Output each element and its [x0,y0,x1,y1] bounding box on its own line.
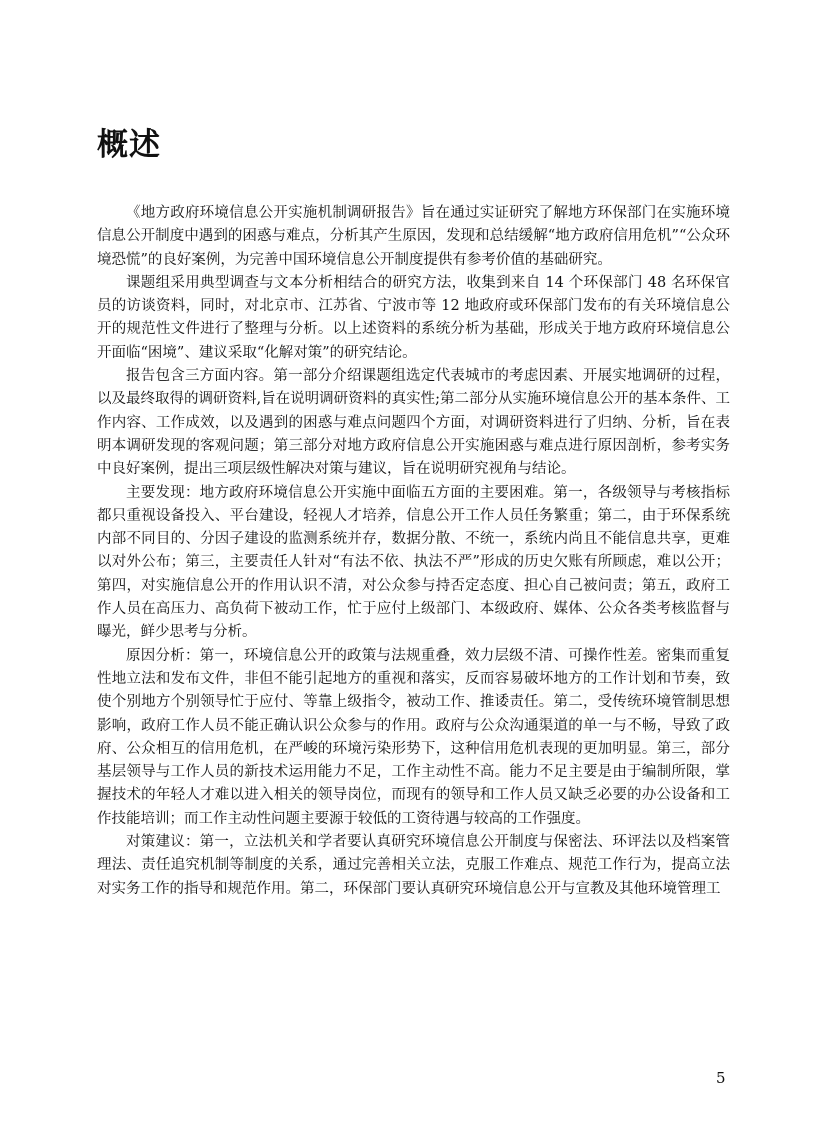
page-number: 5 [716,1069,726,1087]
body-text [97,202,730,901]
paragraph-main-findings: 主要发现：地方政府环境信息公开实施中面临五方面的主要困难。第一，各级领导与考核指标都只重视设备投入、平台建设，轻视人才培养，信息公开工作人员任务繁重；第二，由于环保系统内部不同目的、分因子建设的监测系统并存，数据分散、不统一，系统内尚且不能信息共享，更难以对外公布；第三，主要责任人针对“有法不依、执法不严”形成的历史欠账有所顾虑，难以公开；第四，对实施信息公开的作用认识不清，对公众参与持否定态度、担心自己被问责；第五，政府工作人员在高压力、高负荷下被动工作，忙于应付上级部门、本级政府、媒体、公众各类考核监督与曝光，鲜少思考与分析。 [97,484,730,641]
paragraph-report-structure: 报告包含三方面内容。第一部分介绍课题组选定代表城市的考虑因素、开展实地调研的过程，以及最终取得的调研资料,旨在说明调研资料的真实性;第二部分从实施环境信息公开的基本条件、工作内容、工作成效，以及遇到的困惑与难点问题四个方面，对调研资料进行了归纳、分析，旨在表明本调研发现的客观问题；第三部分对地方政府信息公开实施困惑与难点进行原因剖析，参考实务中良好案例，提出三项层级性解决对策与建议，旨在说明研究视角与结论。 [97,368,730,478]
paragraph-intro: 《地方政府环境信息公开实施机制调研报告》旨在通过实证研究了解地方环保部门在实施环境信息公开制度中遇到的困惑与难点，分析其产生原因，发现和总结缓解“地方政府信用危机”“公众环境恐慌”的良好案例，为完善中国环境信息公开制度提供有参考价值的基础研究。 [97,205,730,268]
section-heading: 概述 [97,127,161,163]
paragraph-cause-analysis: 原因分析：第一，环境信息公开的政策与法规重叠，效力层级不清、可操作性差。密集而重复性地立法和发布文件，非但不能引起地方的重视和落实，反而容易破坏地方的工作计划和节奏，致使个别地方个别领导忙于应付、等靠上级指令，被动工作、推诿责任。第二，受传统环境管制思想影响，政府工作人员不能正确认识公众参与的作用。政府与公众沟通渠道的单一与不畅，导致了政府、公众相互的信用危机，在严峻的环境污染形势下，这种信用危机表现的更加明显。第三，部分基层领导与工作人员的新技术运用能力不足，工作主动性不高。能力不足主要是由于编制所限，掌握技术的年轻人才难以进入相关的领导岗位，而现有的领导和工作人员又缺乏必要的办公设备和工作技能培训；而工作主动性问题主要源于较低的工资待遇与较高的工作强度。 [97,647,730,827]
paragraph-methodology: 课题组采用典型调查与文本分析相结合的研究方法，收集到来自 14 个环保部门 48 名环保官员的访谈资料，同时，对北京市、江苏省、宁波市等 12 地政府或环保部门发布的有关环境信息公开的规范性文件进行了整理与分析。以上述资料的系统分析为基础，形成关于地方政府环境信息公开面临“困境”、建议采取“化解对策”的研究结论。 [97,274,730,361]
paragraph-recommendations: 对策建议：第一，立法机关和学者要认真研究环境信息公开制度与保密法、环评法以及档案管理法、责任追究机制等制度的关系，通过完善相关立法，克服工作难点、规范工作行为，提高立法对实务工作的指导和规范作用。第二，环保部门要认真研究环境信息公开与宣教及其他环境管理工 [97,834,730,897]
